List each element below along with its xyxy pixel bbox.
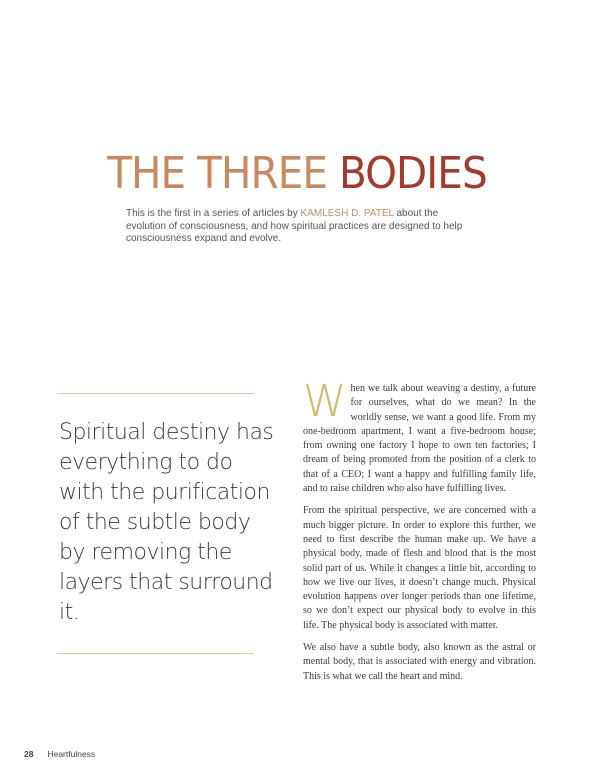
body-paragraph-1 xyxy=(303,376,536,496)
drop-cap: W xyxy=(303,376,347,427)
body-paragraph-1-text: hen we talk about weaving a destiny, a future for ourselves, what do we mean? In the worldly sense, we want a good life. From my one-bedroom apartment, I want a five-bedroom house; from owning one factory I hope to own ten factories; I dream of being promoted from the position of a clerk to that of a CEO; I want a happy and fulfilling family life, and to raise children who also have fulfilling lives. xyxy=(303,383,536,495)
body-column xyxy=(303,376,536,692)
article-intro xyxy=(126,208,466,246)
page-number: 28 xyxy=(24,749,34,759)
title-part-one: THE THREE xyxy=(107,148,339,199)
pull-quote-top-rule xyxy=(57,393,254,394)
article-title xyxy=(24,150,570,198)
page-footer xyxy=(24,749,95,759)
title-part-two: BODIES xyxy=(338,148,487,199)
intro-text-after: about the evolution of consciousness, and how spiritual practices are designed to help consciousness expand and evolve. xyxy=(126,208,463,244)
pull-quote-bottom-rule xyxy=(57,653,254,654)
pull-quote: Spiritual destiny has everything to do with the purification of the subtle body by removing the layers that surround it. xyxy=(59,420,274,625)
publication-name: Heartfulness xyxy=(47,749,96,759)
author-name: KAMLESH D. PATEL xyxy=(300,208,394,219)
body-paragraph-3: We also have a subtle body, also known as the astral or mental body, that is associated with energy and vibration. This is what we call the heart and mind. xyxy=(303,642,536,682)
intro-text-before: This is the first in a series of articles by xyxy=(126,208,301,219)
body-paragraph-2: From the spiritual perspective, we are concerned with a much bigger picture. In order to explore this further, we need to first describe the human make up. We have a physical body, made of flesh and blood that is the most solid part of us. While it changes a little bit, according to how we live our lives, it doesn’t change much. Physical evolution happens over longer periods than one lifetime, so we don’t expect our physical body to evolve in this life. The physical body is associated with matter. xyxy=(303,505,536,631)
